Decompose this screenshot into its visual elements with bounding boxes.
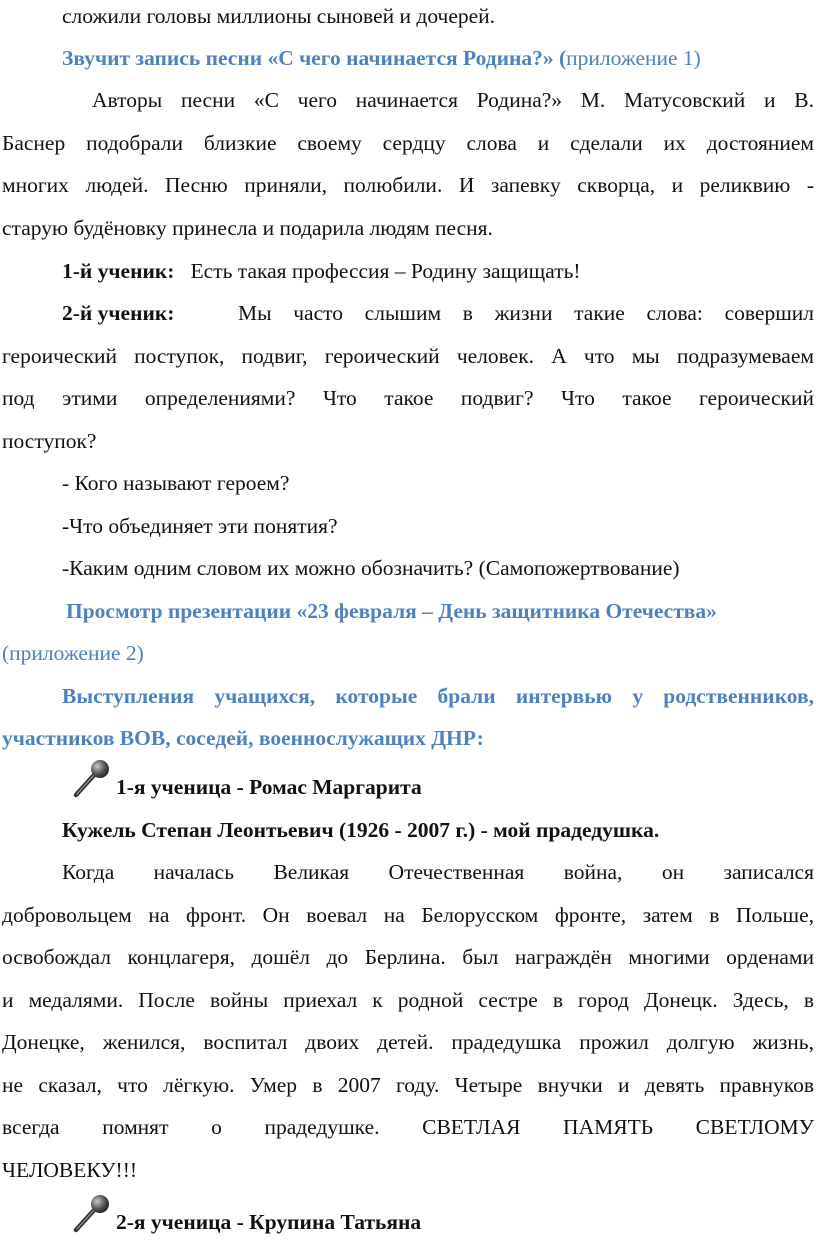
speaker1-line: Когда началась Великая Отечественная война, он записался [62, 860, 814, 884]
speaker1-line: и медалями. После войны приехал к родной сестре в город Донецк. Здесь, в [2, 988, 814, 1012]
speeches-heading-cont: участников ВОВ, соседей, военнослужащих ДНР: [2, 726, 484, 750]
song-heading [62, 48, 816, 70]
speaker2-title: 2-я ученица - Крупина Татьяна [116, 1210, 422, 1234]
speaker1-line: добровольцем на фронт. Он воевал на Белорусском фронте, затем в Польше, [2, 903, 814, 927]
presentation-appendix: (приложение 2) [2, 641, 144, 665]
speaker1-title: 1-я ученица - Ромас Маргарита [116, 775, 422, 799]
speeches-heading: Выступления учащихся, которые брали интервью у родственников, [62, 684, 814, 708]
student2-label: 2-й ученик: [62, 301, 175, 325]
authors-para-line: старую будёновку принесла и подарила людям песня. [2, 216, 493, 240]
song-appendix: приложение 1) [566, 46, 701, 70]
authors-para-line: Баснер подобрали близкие своему сердцу слова и сделали их достоянием [2, 131, 814, 155]
authors-para-line: многих людей. Песню приняли, полюбили. И запевку скворца, и реликвию - [2, 173, 814, 197]
speaker1-line: ЧЕЛОВЕКУ!!! [2, 1158, 138, 1182]
presentation-heading: Просмотр презентации «23 февраля – День защитника Отечества» [66, 599, 717, 623]
student2-first: Мы часто слышим в жизни такие слова: совершил [238, 301, 814, 325]
song-heading-text: Звучит запись песни «С чего начинается Родина?» ( [62, 46, 567, 70]
speaker1-line: не сказал, что лёгкую. Умер в 2007 году. Четыре внучки и девять правнуков [2, 1073, 814, 1097]
authors-para-line: Авторы песни «С чего начинается Родина?» М. Матусовский и В. [92, 88, 814, 112]
student1-text: Есть такая профессия – Родину защищать! [190, 259, 581, 283]
question-item: -Каким одним словом их можно обозначить? (Самопожертвование) [62, 556, 680, 580]
intro-line: сложили головы миллионы сыновей и дочерей. [62, 4, 496, 28]
student2-cont: под этими определениями? Что такое подвиг? Что такое героический [2, 386, 814, 410]
student2-cont: героический поступок, подвиг, героический человек. А что мы подразумеваем [2, 344, 814, 368]
student1-label: 1-й ученик: [62, 259, 175, 283]
speaker1-line: Донецке, женился, воспитал двоих детей. прадедушка прожил долгую жизнь, [2, 1030, 814, 1054]
microphone-icon [70, 758, 112, 800]
question-item: -Что объединяет эти понятия? [62, 514, 338, 538]
student1-line [62, 261, 816, 283]
microphone-icon [70, 1193, 112, 1235]
speaker1-line: всегда помнят о прадедушке. СВЕТЛАЯ ПАМЯТЬ СВЕТЛОМУ [2, 1115, 814, 1139]
speaker1-subtitle: Кужель Степан Леонтьевич (1926 - 2007 г.) - мой прадедушка. [62, 818, 660, 842]
student2-cont: поступок? [2, 429, 97, 453]
student2-line [62, 303, 814, 325]
question-item: - Кого называют героем? [62, 471, 290, 495]
speaker1-line: освобождал концлагеря, дошёл до Берлина. был награждён многими орденами [2, 945, 814, 969]
